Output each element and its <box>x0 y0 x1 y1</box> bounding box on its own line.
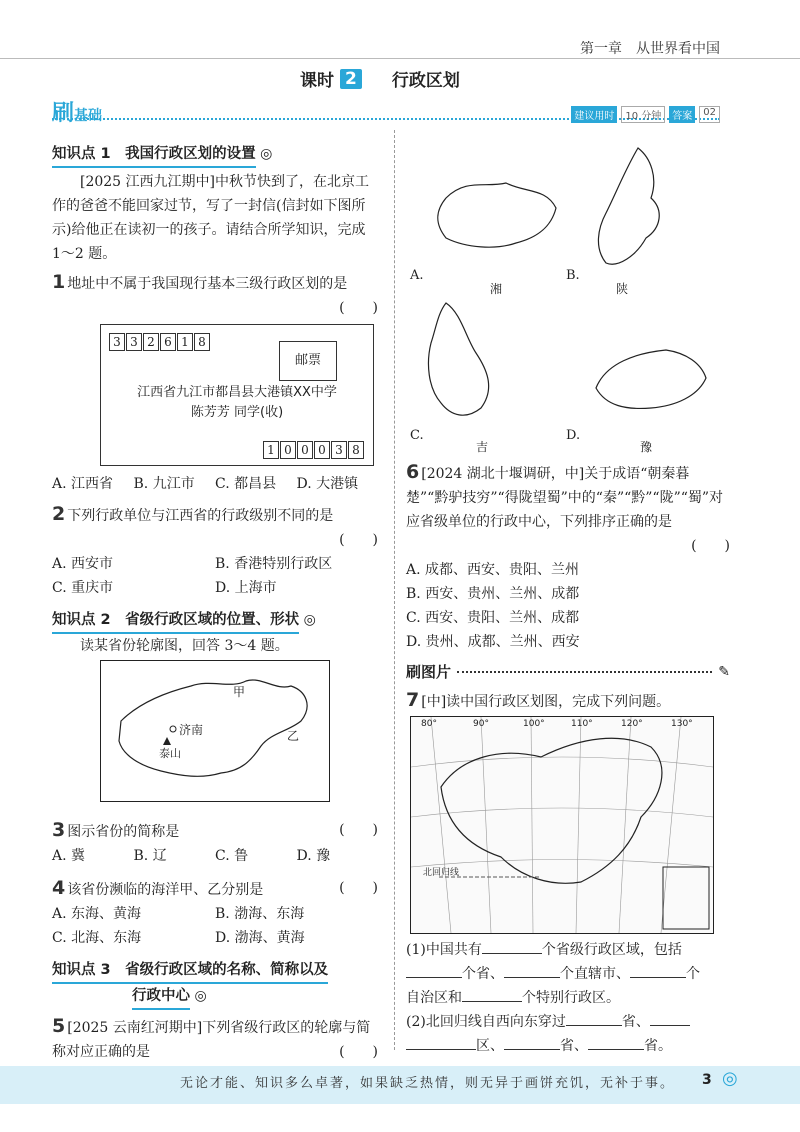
shape-letter: D. <box>566 428 581 443</box>
q5-text: [2025 云南红河期中]下列省级行政区的轮廓与简称对应正确的是 <box>52 1020 371 1060</box>
option[interactable]: D. 大港镇 <box>296 476 359 492</box>
south-sea-inset <box>663 867 709 929</box>
q7-p1-text: 个省级行政区域，包括 <box>541 942 682 958</box>
option[interactable]: B. 渤海、东海 <box>215 906 305 922</box>
q7-p1-text: 个特别行政区。 <box>522 990 620 1006</box>
shape-letter: A. <box>410 268 424 283</box>
swirl-icon: ◎ <box>722 1068 738 1089</box>
option[interactable]: C. 鲁 <box>215 848 249 864</box>
shape-b <box>598 148 659 264</box>
q1-options <box>52 472 378 496</box>
q7-p2-text: 省。 <box>644 1038 672 1054</box>
recipient-name: 陈芳芳 同学(收) <box>190 405 284 420</box>
sea-label-yi: 乙 <box>287 729 300 743</box>
right-column <box>406 460 730 714</box>
q7-p2-text: 省、 <box>621 1014 650 1030</box>
blank-field[interactable] <box>406 1049 476 1050</box>
lesson-prefix: 课时 <box>300 71 334 91</box>
q3-text: 图示省份的简称是 <box>67 824 180 840</box>
header-rule <box>0 58 800 59</box>
shape-abbr: 湘 <box>490 282 503 296</box>
blank-field[interactable] <box>482 953 542 954</box>
option[interactable]: A. 江西省 <box>52 476 114 492</box>
q7-blanks <box>406 938 730 1058</box>
q5 <box>52 1014 378 1064</box>
q3-number: 3 <box>52 819 66 841</box>
brand-main: 刷 <box>52 101 75 126</box>
q4 <box>52 876 378 902</box>
left-column <box>52 142 378 320</box>
address <box>101 383 373 423</box>
zip-digit: 2 <box>143 333 159 351</box>
brand-logo <box>52 96 102 127</box>
option[interactable]: A. 西安市 <box>52 556 114 572</box>
kp3-title: 知识点 3 省级行政区域的名称、简称以及 <box>52 958 328 984</box>
q2 <box>52 502 378 528</box>
shape-d <box>596 350 706 408</box>
target-icon: ◎ <box>303 612 316 628</box>
q4-answer-blank[interactable]: ( ) <box>339 880 378 896</box>
zip-digit: 3 <box>109 333 125 351</box>
shape-c <box>428 303 488 415</box>
q3 <box>52 818 378 844</box>
blank-field[interactable] <box>504 1049 560 1050</box>
shape-abbr: 豫 <box>640 440 653 454</box>
q7-p2-text: (2)北回归线自西向东穿过 <box>406 1014 566 1030</box>
stamp-box: 邮票 <box>279 341 337 381</box>
q2-options-2 <box>52 576 378 600</box>
answer-value: 02 <box>699 106 720 123</box>
lesson-name: 行政区划 <box>391 71 460 91</box>
time-value: 10 分钟 <box>621 106 665 123</box>
q1-number: 1 <box>52 271 66 293</box>
kp1-intro: [2025 江西九江期中]中秋节快到了，在北京工作的爸爸不能回家过节，写了一封信(信封如下图所示)给他正在读初一的孩子。请结合所学知识，完成 1～2 题。 <box>52 174 370 262</box>
q4-text: 该省份濒临的海洋甲、乙分别是 <box>67 882 264 898</box>
footer-motto: 无论才能、知识多么卓著，如果缺乏热情，则无异于画饼充饥，无补于事。 <box>180 1076 676 1091</box>
blank-field[interactable] <box>630 977 686 978</box>
answer-label: 答案 <box>669 106 695 123</box>
brush-image-title: 刷图片 <box>406 663 452 681</box>
blank-field[interactable] <box>650 1025 690 1026</box>
q4-options-2 <box>52 926 378 950</box>
q7-p1-text: 个省、 <box>462 966 504 982</box>
option[interactable]: B. 香港特别行政区 <box>215 556 333 572</box>
zip-digit: 8 <box>348 441 364 459</box>
q7-number: 7 <box>406 689 420 711</box>
option[interactable]: A. 冀 <box>52 848 86 864</box>
zip-digit: 0 <box>314 441 330 459</box>
q7-p1-text: 自治区和 <box>406 990 462 1006</box>
dotted-line <box>457 671 712 673</box>
zip-digit: 1 <box>263 441 279 459</box>
kp1-title: 知识点 1 我国行政区划的设置 <box>52 142 256 168</box>
q1 <box>52 270 378 316</box>
tick-label: 90° <box>473 719 489 729</box>
option[interactable]: D. 贵州、成都、兰州、西安 <box>406 634 580 650</box>
option[interactable]: B. 辽 <box>133 848 167 864</box>
tick-label: 130° <box>671 719 693 729</box>
sea-label-jia: 甲 <box>233 685 246 699</box>
chapter-header: 第一章 从世界看中国 <box>580 41 720 57</box>
q7-p1-text: 个 <box>686 966 700 982</box>
zip-digit: 0 <box>280 441 296 459</box>
kp3-title-2: 行政中心 <box>132 984 190 1010</box>
time-tag <box>571 106 720 123</box>
tick-label: 100° <box>523 719 545 729</box>
q3-options <box>52 844 378 868</box>
target-icon: ◎ <box>194 988 207 1004</box>
q2-text: 下列行政单位与江西省的行政级别不同的是 <box>67 508 334 524</box>
option[interactable]: D. 渤海、黄海 <box>215 930 305 946</box>
brush-image-header <box>406 660 730 684</box>
option[interactable]: D. 上海市 <box>215 580 277 596</box>
blank-field[interactable] <box>588 1049 644 1050</box>
target-icon: ◎ <box>260 146 273 162</box>
brand-sub: 基础 <box>74 108 103 124</box>
province-shapes <box>406 138 730 458</box>
time-label: 建议用时 <box>571 106 617 123</box>
kp2-intro: 读某省份轮廓图，回答 3～4 题。 <box>80 638 289 654</box>
zip-digit: 1 <box>177 333 193 351</box>
shape-a <box>438 183 556 247</box>
q1-answer-blank[interactable]: ( ) <box>339 300 378 316</box>
lesson-number: 2 <box>340 69 362 89</box>
tick-label: 110° <box>571 719 593 729</box>
tropic-label: 北回归线 <box>423 868 460 878</box>
option[interactable]: C. 重庆市 <box>52 580 114 596</box>
shape-abbr: 吉 <box>476 440 489 454</box>
envelope-figure <box>100 324 374 466</box>
option[interactable]: D. 豫 <box>296 848 331 864</box>
zip-top <box>109 331 211 351</box>
province-outline-map <box>100 660 330 802</box>
option[interactable]: C. 北海、东海 <box>52 930 142 946</box>
q7-p1-text: 个直辖市、 <box>560 966 630 982</box>
left-column-2 <box>52 472 378 658</box>
blank-field[interactable] <box>504 977 560 978</box>
q7-text: [中]读中国行政区划图，完成下列问题。 <box>421 694 671 710</box>
q7-p1-text: (1)中国共有 <box>406 942 482 958</box>
option[interactable]: A. 成都、西安、贵阳、兰州 <box>406 562 580 578</box>
shape-letter: C. <box>410 428 424 443</box>
kp2-title: 知识点 2 省级行政区域的位置、形状 <box>52 608 299 634</box>
china-admin-map <box>410 716 714 934</box>
zip-digit: 6 <box>160 333 176 351</box>
q7-p2-text: 区、 <box>476 1038 504 1054</box>
city-label: 济南 <box>179 723 204 737</box>
q6-number: 6 <box>406 461 420 483</box>
q6-text: [2024 湖北十堰调研，中]关于成语“朝秦暮楚”“黔驴技穷”“得陇望蜀”中的“秦”“黔”“陇”“蜀”对应省级单位的行政中心，下列排序正确的是 <box>406 466 724 530</box>
tick-label: 120° <box>621 719 643 729</box>
blank-field[interactable] <box>566 1025 622 1026</box>
province-shapes-svg <box>406 138 730 458</box>
q4-number: 4 <box>52 877 66 899</box>
address-line: 江西省九江市都昌县大港镇XX中学 <box>137 385 337 400</box>
tick-label: 80° <box>421 719 437 729</box>
q7 <box>406 688 730 714</box>
option[interactable]: A. 东海、黄海 <box>52 906 142 922</box>
china-map-svg <box>411 717 713 933</box>
q2-options-1 <box>52 552 378 576</box>
zip-digit: 3 <box>126 333 142 351</box>
zip-digit: 0 <box>297 441 313 459</box>
lesson-title <box>300 66 460 91</box>
q1-text: 地址中不属于我国现行基本三级行政区划的是 <box>67 276 348 292</box>
mountain-label: 泰山 <box>159 747 181 760</box>
column-divider <box>394 130 395 1050</box>
q2-answer-blank[interactable]: ( ) <box>339 532 378 548</box>
q5-answer-blank[interactable]: ( ) <box>339 1044 378 1060</box>
q7-p2-text: 省、 <box>560 1038 588 1054</box>
zip-bottom <box>263 439 365 459</box>
blank-field[interactable] <box>406 977 462 978</box>
q4-options-1 <box>52 902 378 926</box>
q6-answer-blank[interactable]: ( ) <box>691 538 730 554</box>
q3-answer-blank[interactable]: ( ) <box>339 822 378 838</box>
q2-number: 2 <box>52 503 66 525</box>
shape-letter: B. <box>566 268 580 283</box>
blank-field[interactable] <box>462 1001 522 1002</box>
left-column-3 <box>52 818 378 1064</box>
q6 <box>406 460 730 534</box>
option[interactable]: C. 都昌县 <box>215 476 277 492</box>
capital-marker <box>170 726 176 732</box>
page-number: 3 <box>702 1072 712 1088</box>
mountain-marker <box>163 737 171 745</box>
zip-digit: 3 <box>331 441 347 459</box>
q5-number: 5 <box>52 1015 66 1037</box>
option[interactable]: B. 西安、贵州、兰州、成都 <box>406 586 580 602</box>
option[interactable]: B. 九江市 <box>133 476 195 492</box>
shape-abbr: 陕 <box>616 282 629 296</box>
option[interactable]: C. 西安、贵阳、兰州、成都 <box>406 610 580 626</box>
zip-digit: 8 <box>194 333 210 351</box>
reader-icon: ✎ <box>718 664 730 680</box>
